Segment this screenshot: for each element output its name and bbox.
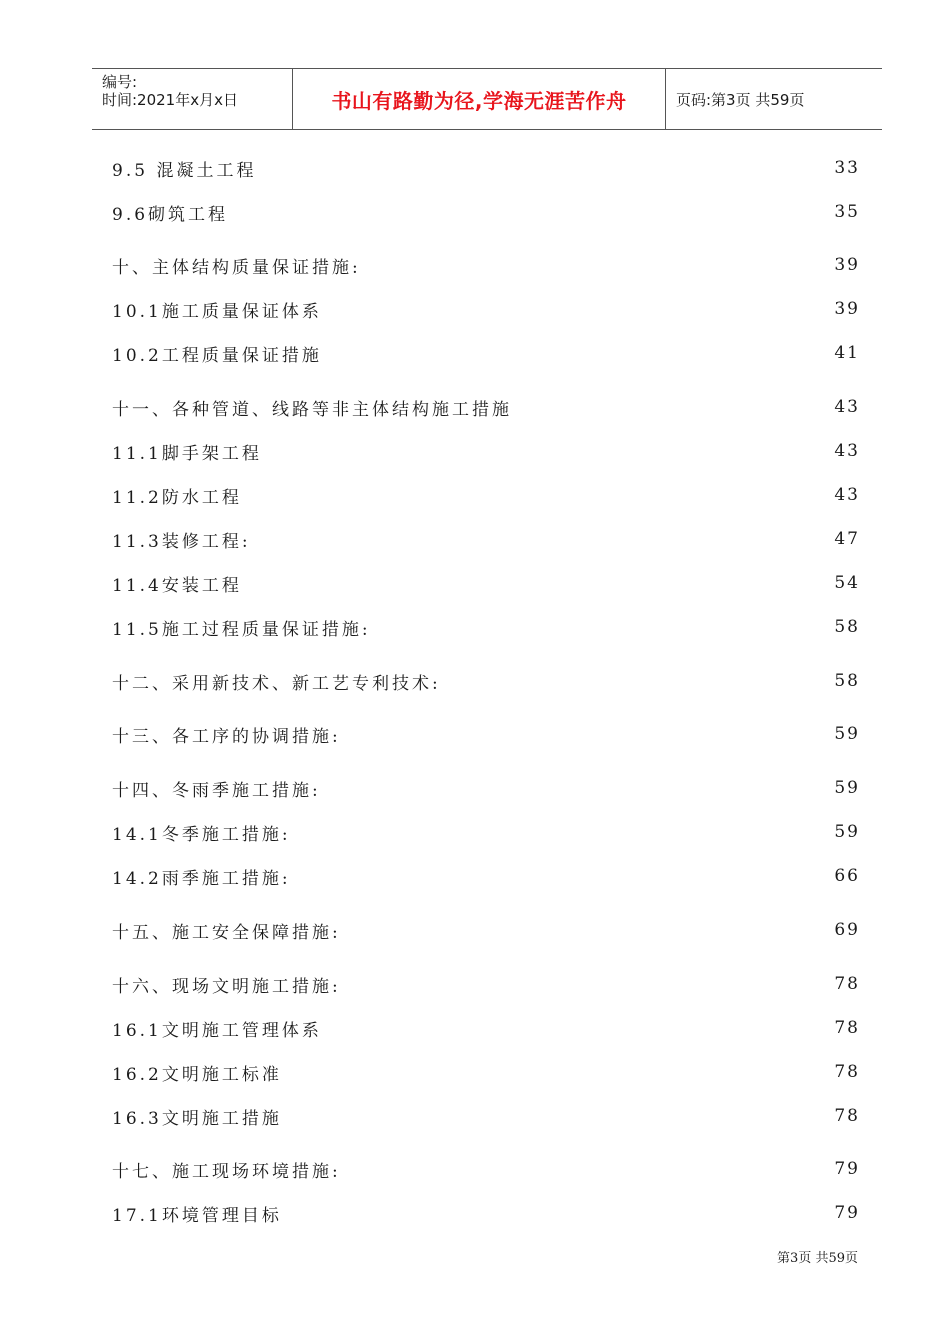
toc-entry-page: 66 — [834, 866, 860, 886]
toc-entry-page: 79 — [834, 1159, 860, 1179]
header-motto: 书山有路勤为径,学海无涯苦作舟 — [293, 69, 666, 129]
toc-entry-title: 9.5 混凝土工程 — [112, 160, 257, 181]
toc-entry — [112, 340, 860, 366]
toc-entry-title: 11.4安装工程 — [112, 575, 242, 596]
toc-entry-page: 58 — [834, 671, 860, 691]
toc-entry — [112, 917, 860, 943]
toc-entry-title: 10.1施工质量保证体系 — [112, 301, 322, 322]
header-meta-cell — [92, 69, 293, 129]
toc-entry-title: 11.1脚手架工程 — [112, 443, 262, 464]
toc-entry-title: 16.3文明施工措施 — [112, 1108, 282, 1129]
toc-entry — [112, 1015, 860, 1041]
toc-entry-page: 47 — [834, 529, 860, 549]
toc-entry-page: 43 — [834, 397, 860, 417]
toc-entry-page: 33 — [834, 158, 860, 178]
toc-entry-page: 59 — [834, 822, 860, 842]
toc-entry — [112, 482, 860, 508]
toc-entry-page: 78 — [834, 1062, 860, 1082]
toc-entry — [112, 199, 860, 225]
toc-entry-title: 17.1环境管理目标 — [112, 1205, 282, 1226]
toc-entry-title: 16.2文明施工标准 — [112, 1064, 282, 1085]
toc-entry — [112, 155, 860, 181]
toc-entry-page: 59 — [834, 724, 860, 744]
toc-entry-title: 十一、各种管道、线路等非主体结构施工措施 — [112, 399, 512, 420]
toc-entry-page: 59 — [834, 778, 860, 798]
toc-entry — [112, 668, 860, 694]
toc-entry — [112, 863, 860, 889]
toc-entry-title: 10.2工程质量保证措施 — [112, 345, 322, 366]
toc-entry — [112, 775, 860, 801]
toc-entry — [112, 971, 860, 997]
page-footer: 第3页 共59页 — [777, 1251, 858, 1266]
toc-entry — [112, 819, 860, 845]
toc-entry — [112, 1103, 860, 1129]
toc-entry — [112, 252, 860, 278]
toc-entry-title: 9.6砌筑工程 — [112, 204, 229, 225]
toc-entry-page: 41 — [834, 343, 860, 363]
toc-entry-page: 78 — [834, 974, 860, 994]
toc-entry-title: 14.1冬季施工措施: — [112, 824, 291, 845]
toc-entry-title: 十三、各工序的协调措施: — [112, 726, 341, 747]
toc-entry-title: 十六、现场文明施工措施: — [112, 976, 341, 997]
toc-entry-page: 54 — [834, 573, 860, 593]
toc-entry-page: 58 — [834, 617, 860, 637]
toc-entry — [112, 1200, 860, 1226]
header-page-info: 页码:第3页 共59页 — [676, 90, 805, 109]
toc-entry-page: 43 — [834, 441, 860, 461]
toc-entry-title: 十七、施工现场环境措施: — [112, 1161, 341, 1182]
toc-entry-page: 39 — [834, 299, 860, 319]
toc-entry-title: 11.5施工过程质量保证措施: — [112, 619, 371, 640]
toc-entry — [112, 1059, 860, 1085]
toc-entry — [112, 570, 860, 596]
toc-entry — [112, 721, 860, 747]
toc-entry-page: 35 — [834, 202, 860, 222]
toc-entry-title: 16.1文明施工管理体系 — [112, 1020, 322, 1041]
toc-entry — [112, 394, 860, 420]
document-time-label: 时间:2021年x月x日 — [102, 91, 238, 109]
page-header — [92, 68, 882, 130]
toc-entry-page: 69 — [834, 920, 860, 940]
toc-entry-title: 十二、采用新技术、新工艺专利技术: — [112, 673, 441, 694]
toc-entry — [112, 1156, 860, 1182]
toc-entry — [112, 296, 860, 322]
toc-entry-page: 39 — [834, 255, 860, 275]
toc-entry — [112, 614, 860, 640]
toc-entry-title: 十四、冬雨季施工措施: — [112, 780, 321, 801]
toc-entry — [112, 526, 860, 552]
toc-entry-title: 11.2防水工程 — [112, 487, 242, 508]
toc-entry-page: 79 — [834, 1203, 860, 1223]
toc-entry-page: 43 — [834, 485, 860, 505]
document-number-label: 编号: — [102, 73, 138, 91]
toc-entry-title: 十五、施工安全保障措施: — [112, 922, 341, 943]
toc-entry — [112, 438, 860, 464]
toc-entry-page: 78 — [834, 1018, 860, 1038]
toc-entry-title: 十、主体结构质量保证措施: — [112, 257, 361, 278]
toc-entry-title: 14.2雨季施工措施: — [112, 868, 291, 889]
toc-entry-title: 11.3装修工程: — [112, 531, 251, 552]
toc-entry-page: 78 — [834, 1106, 860, 1126]
